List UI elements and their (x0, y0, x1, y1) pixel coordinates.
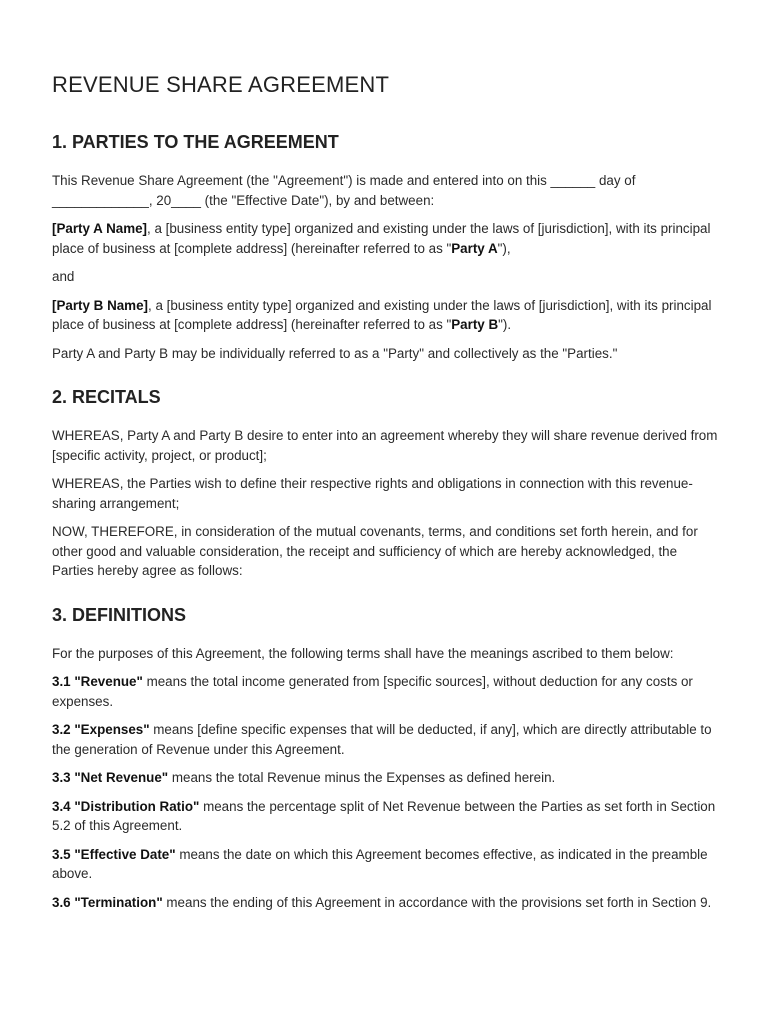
party-b-short: Party B (451, 317, 499, 332)
definition-item (52, 893, 718, 913)
parties-closing: Party A and Party B may be individually referred to as a "Party" and collectively as the "Parties." (52, 345, 618, 361)
party-b-name: [Party B Name] (52, 297, 148, 313)
definition-term: 3.2 "Expenses" (52, 722, 150, 737)
party-a-name: [Party A Name] (52, 221, 148, 236)
definition-term: 3.3 "Net Revenue" (52, 770, 169, 785)
definition-item (52, 845, 718, 884)
and-text: and (52, 269, 75, 284)
definition-item (52, 672, 718, 711)
definition-text: means the percentage split of Net Revenue between the Parties as set forth in Section 5.2 of this Agreement. (52, 798, 716, 833)
definition-text: means the total Revenue minus the Expenses as defined herein. (168, 770, 556, 785)
party-a-text: , a [business entity type] organized and existing under the laws of [jurisdiction], with its principal place of business at [complete address] (hereinafter referred to as " (52, 221, 711, 256)
parties-intro: This Revenue Share Agreement (the "Agreement") is made and entered into on this ______ day of _____________, 20____ (the "Effective Date"), by and between: (52, 173, 636, 208)
definition-item (52, 797, 718, 836)
definition-term: 3.6 "Termination" (52, 894, 163, 910)
section-heading: 3. DEFINITIONS (52, 604, 187, 625)
party-a-paragraph (52, 219, 718, 258)
definition-text: means [define specific expenses that will be deducted, if any], which are directly attributable to the generation of Revenue under this Agreement. (52, 722, 712, 757)
definition-text: means the date on which this Agreement becomes effective, as indicated in the preamble above. (52, 846, 708, 881)
recital-paragraph: WHEREAS, the Parties wish to define their respective rights and obligations in connection with this revenue-sharing arrangement; (52, 476, 693, 511)
definitions-intro: For the purposes of this Agreement, the following terms shall have the meanings ascribed to them below: (52, 645, 674, 661)
party-a-short: Party A (451, 240, 498, 256)
party-a-end: "), (497, 240, 511, 256)
recital-paragraph: NOW, THEREFORE, in consideration of the mutual covenants, terms, and conditions set forth herein, and for other good and valuable consideration, the receipt and sufficiency of which are hereby acknowledged, the Parties hereby agree as follows: (52, 524, 698, 578)
definition-item (52, 720, 718, 759)
section-heading: 2. RECITALS (52, 387, 161, 407)
definition-item (52, 768, 718, 788)
definition-text: means the ending of this Agreement in accordance with the provisions set forth in Section 9. (162, 894, 712, 910)
party-b-end: "). (498, 317, 512, 332)
definition-term: 3.1 "Revenue" (52, 674, 143, 689)
definition-term: 3.4 "Distribution Ratio" (52, 798, 200, 814)
recital-paragraph: WHEREAS, Party A and Party B desire to enter into an agreement whereby they will share revenue derived from [specific activity, project, or product]; (52, 428, 718, 463)
section-parties (52, 132, 718, 363)
party-b-paragraph (52, 296, 718, 335)
definition-term: 3.5 "Effective Date" (52, 846, 176, 862)
section-recitals (52, 387, 718, 581)
document-title: REVENUE SHARE AGREEMENT (52, 72, 390, 97)
party-b-text: , a [business entity type] organized and existing under the laws of [jurisdiction], with its principal place of business at [complete address] (hereinafter referred to as " (52, 297, 712, 332)
section-heading: 1. PARTIES TO THE AGREEMENT (52, 132, 339, 152)
section-definitions (52, 605, 718, 913)
definition-text: means the total income generated from [specific sources], without deduction for any costs or expenses. (52, 674, 693, 709)
